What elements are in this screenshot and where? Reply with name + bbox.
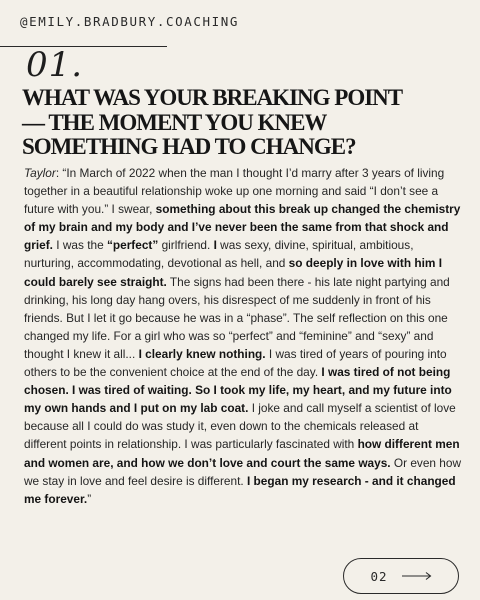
emphasis-text: I began my research - and it changed me forever.	[24, 473, 456, 506]
body-text-segment: The signs had been there - his late night partying and drinking, his long day hang overs, his disrespect of me suddenly in front of his friends. But I let it go because he was in a “phase”. The self reflection on this one changed my life. For a girl who was so “perfect” and “feminine” and “sexy” and thought I knew it all...	[24, 274, 450, 361]
body-text-segment: Or even how we stay in love and feel desire is different.	[24, 455, 462, 488]
answer-body	[24, 164, 464, 508]
body-text-segment: : “In March of 2022 when the man I thought I’d marry after 3 years of living together in a beautiful relationship woke up one morning and said “I don’t see a future with you.” I swear,	[24, 166, 445, 217]
slide-number: 01.	[26, 45, 84, 85]
body-text-segment: was sexy, divine, spiritual, ambitious, nurturing, accommodating, devotional as hell, and	[24, 238, 414, 271]
emphasis-text: so deeply in love with him I could barely see straight.	[24, 256, 443, 289]
next-page-button[interactable]	[343, 558, 459, 594]
body-text-segment: I was tired of years of pouring into others to be the convenient choice at the end of the day.	[24, 346, 447, 380]
body-text-segment: girlfriend.	[158, 238, 214, 253]
emphasis-text: “perfect”	[106, 238, 159, 253]
headline-line: SOMETHING HAD TO CHANGE?	[22, 134, 356, 159]
account-handle: @EMILY.BRADBURY.COACHING	[20, 14, 240, 29]
emphasis-text: how different men and women are, and how we don’t love and court the same ways.	[24, 437, 460, 470]
speaker-name: Taylor	[24, 166, 56, 180]
body-text-segment: I was the	[52, 238, 107, 253]
body-text-segment: I joke and call myself a scientist of love because all I could do was study it, even down to the chemicals released at different points in relationship. I was particularly fascinated with	[24, 401, 456, 452]
body-text-segment: ”	[87, 491, 92, 506]
emphasis-text: something about this break up changed the chemistry of my brain and my body and I’ve never been the same from that shock and grief.	[24, 202, 461, 253]
emphasis-text: I	[213, 238, 217, 253]
emphasis-text: I clearly knew nothing.	[138, 346, 266, 361]
page-number: 02	[370, 568, 388, 584]
question-headline	[22, 86, 462, 160]
arrow-right-icon	[402, 571, 432, 581]
headline-line: WHAT WAS YOUR BREAKING POINT	[22, 85, 403, 110]
headline-line: — THE MOMENT YOU KNEW	[22, 109, 327, 135]
emphasis-text: I was tired of not being chosen. I was tired of waiting. So I took my life, my heart, and my future into my own hands and I put on my lab coat.	[24, 365, 452, 416]
